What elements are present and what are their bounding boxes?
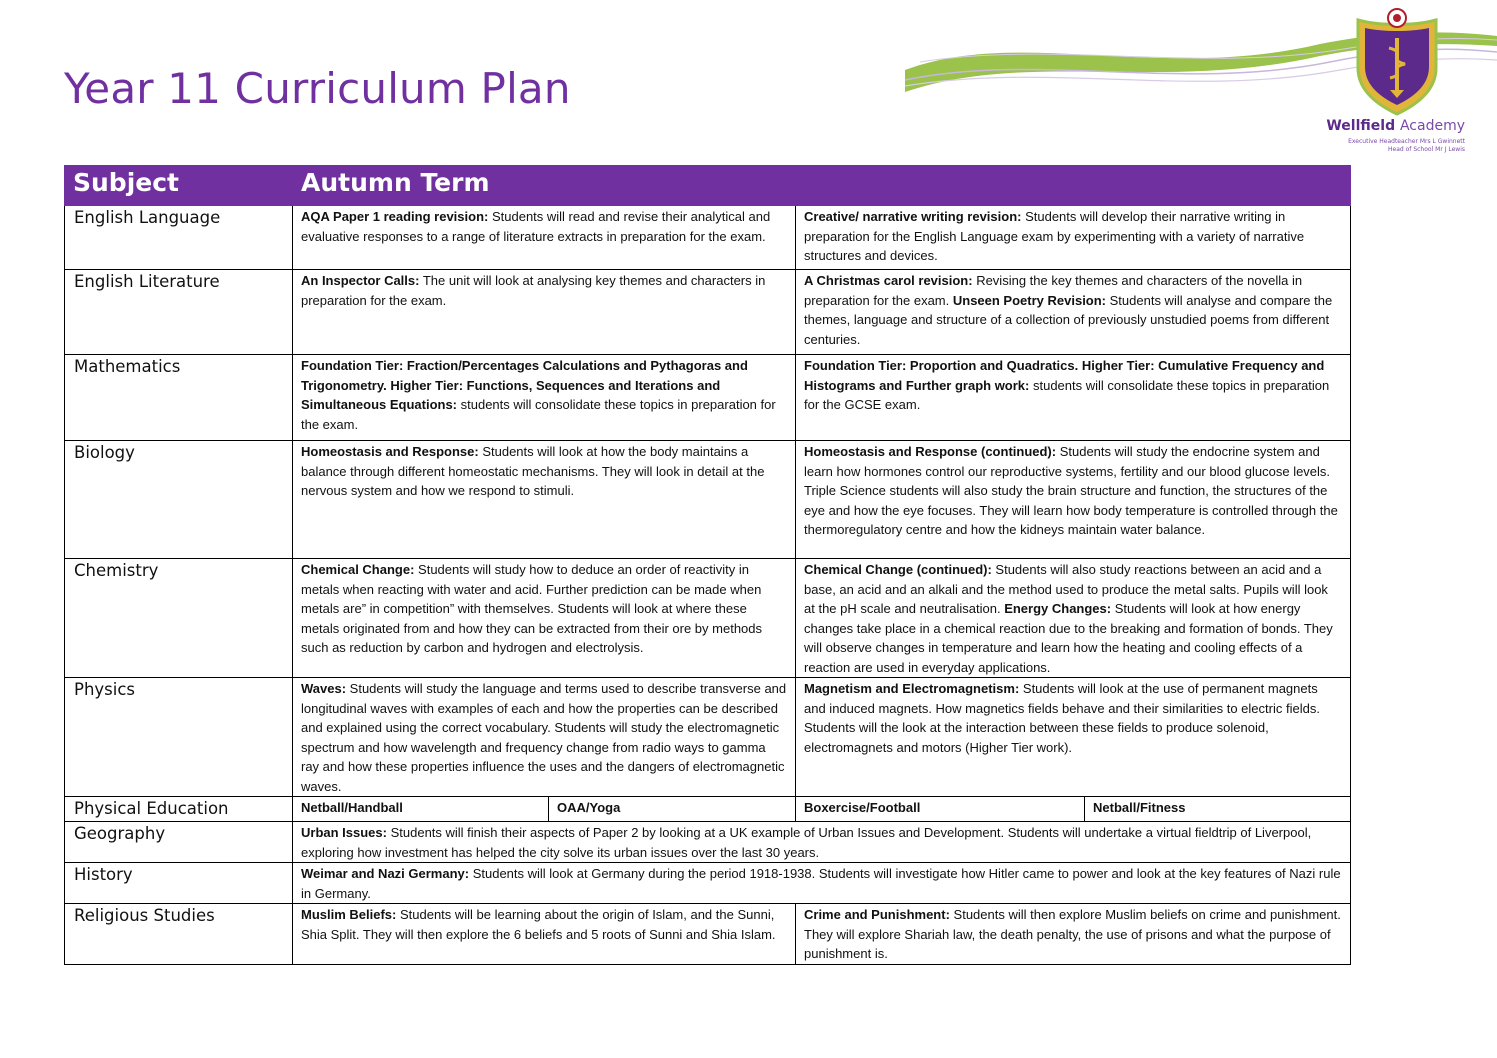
english-literature-autumn-1: An Inspector Calls: The unit will look at analysing key themes and characters in preparation for the exam. xyxy=(293,270,796,355)
header-autumn-term: Autumn Term xyxy=(293,166,1351,206)
subject-biology: Biology xyxy=(65,441,293,559)
table-row xyxy=(65,904,1351,965)
subject-english-language: English Language xyxy=(65,206,293,270)
school-crest-logo xyxy=(1352,4,1442,116)
table-row xyxy=(65,559,1351,678)
table-row xyxy=(65,206,1351,270)
table-row xyxy=(65,355,1351,441)
history-autumn: Weimar and Nazi Germany: Students will look at Germany during the period 1918-1938. Students will investigate how Hitler came to power and look at the key features of Nazi rule in Germany. xyxy=(293,863,1351,904)
religious-studies-autumn-2: Crime and Punishment: Students will then explore Muslim beliefs on crime and punishment. They will explore Shariah law, the death penalty, the use of prisons and what the purpose of punishment is. xyxy=(796,904,1351,965)
chemistry-autumn-1: Chemical Change: Students will study how to deduce an order of reactivity in metals when reacting with water and acid. Further prediction can be made when metals are” in competition” with themselves. Students will look at where these metals originated from and how they can be extracted from their ore by methods such as reduction by carbon and hydrogen and electrolysis. xyxy=(293,559,796,678)
table-row xyxy=(65,797,1351,822)
pe-activity-4: Netball/Fitness xyxy=(1085,797,1351,822)
religious-studies-autumn-1: Muslim Beliefs: Students will be learning about the origin of Islam, and the Sunni, Shia Split. They will then explore the 6 beliefs and 5 roots of Sunni and Shia Islam. xyxy=(293,904,796,965)
chemistry-autumn-2: Chemical Change (continued): Students will also study reactions between an acid and a base, an acid and an alkali and the method used to produce the metal salts. Pupils will look at the pH scale and neutralisation. Energy Changes: Students will look at how energy changes take place in a chemical reaction due to the breaking and formation of bonds. They will observe changes in temperature and learn how the heating and cooling effects of a reaction are used in everyday applications. xyxy=(796,559,1351,678)
table-row xyxy=(65,441,1351,559)
english-literature-autumn-2: A Christmas carol revision: Revising the key themes and characters of the novella in preparation for the exam. Unseen Poetry Revision: Students will analyse and compare the themes, language and structure of a collection of previously unstudied poems from different centuries. xyxy=(796,270,1351,355)
subject-physical-education: Physical Education xyxy=(65,797,293,822)
page-title: Year 11 Curriculum Plan xyxy=(64,64,571,113)
subject-geography: Geography xyxy=(65,822,293,863)
header-subject: Subject xyxy=(65,166,293,206)
table-row xyxy=(65,822,1351,863)
pe-activity-1: Netball/Handball xyxy=(293,797,549,822)
biology-autumn-2: Homeostasis and Response (continued): Students will study the endocrine system and learn how hormones control our reproductive systems, fertility and our blood glucose levels. Triple Science students will also study the brain structure and function, the structures of the eye and how the eye focuses. They will learn how body temperature is controlled through the thermoregulatory centre and how the kidneys maintain water balance. xyxy=(796,441,1351,559)
biology-autumn-1: Homeostasis and Response: Students will look at how the body maintains a balance through different homeostatic mechanisms. They will look in detail at the nervous system and how we respond to stimuli. xyxy=(293,441,796,559)
mathematics-autumn-1: Foundation Tier: Fraction/Percentages Calculations and Pythagoras and Trigonometry. Higher Tier: Functions, Sequences and Iterations and Simultaneous Equations: students will consolidate these topics in preparation for the exam. xyxy=(293,355,796,441)
subject-religious-studies: Religious Studies xyxy=(65,904,293,965)
curriculum-table xyxy=(64,165,1351,965)
subject-history: History xyxy=(65,863,293,904)
subject-physics: Physics xyxy=(65,678,293,797)
executive-headteacher-line: Executive Headteacher Mrs L Gwinnett xyxy=(1348,138,1465,145)
staff-credits xyxy=(1348,138,1465,153)
geography-autumn: Urban Issues: Students will finish their aspects of Paper 2 by looking at a UK example of Urban Issues and Development. Students will undertake a virtual fieldtrip of Liverpool, exploring how investment has helped the city solve its urban issues over the last 30 years. xyxy=(293,822,1351,863)
head-of-school-line: Head of School Mr J Lewis xyxy=(1388,145,1465,153)
english-language-autumn-1: AQA Paper 1 reading revision: Students will read and revise their analytical and evaluative responses to a range of literature extracts in preparation for the exam. xyxy=(293,206,796,270)
table-row xyxy=(65,270,1351,355)
subject-mathematics: Mathematics xyxy=(65,355,293,441)
physics-autumn-1: Waves: Students will study the language and terms used to describe transverse and longitudinal waves with examples of each and how the properties can be described and explained using the correct vocabulary. Students will study the electromagnetic spectrum and how wavelength and frequency change from radio ways to gamma ray and how these properties influence the uses and the dangers of electromagnetic waves. xyxy=(293,678,796,797)
table-header-row xyxy=(65,166,1351,206)
table-row xyxy=(65,678,1351,797)
pe-activity-3: Boxercise/Football xyxy=(796,797,1085,822)
physics-autumn-2: Magnetism and Electromagnetism: Students will look at the use of permanent magnets and induced magnets. How magnetics fields behave and their similarities to electric fields. Students will the look at the interaction between these fields to produce solenoid, electromagnets and motors (Higher Tier work). xyxy=(796,678,1351,797)
subject-english-literature: English Literature xyxy=(65,270,293,355)
english-language-autumn-2: Creative/ narrative writing revision: Students will develop their narrative writing in preparation for the English Language exam by experimenting with a variety of narrative structures and devices. xyxy=(796,206,1351,270)
mathematics-autumn-2: Foundation Tier: Proportion and Quadratics. Higher Tier: Cumulative Frequency and Histograms and Further graph work: students will consolidate these topics in preparation for the GCSE exam. xyxy=(796,355,1351,441)
subject-chemistry: Chemistry xyxy=(65,559,293,678)
school-name: Wellfield Academy xyxy=(1326,118,1465,134)
table-row xyxy=(65,863,1351,904)
pe-activity-2: OAA/Yoga xyxy=(549,797,796,822)
